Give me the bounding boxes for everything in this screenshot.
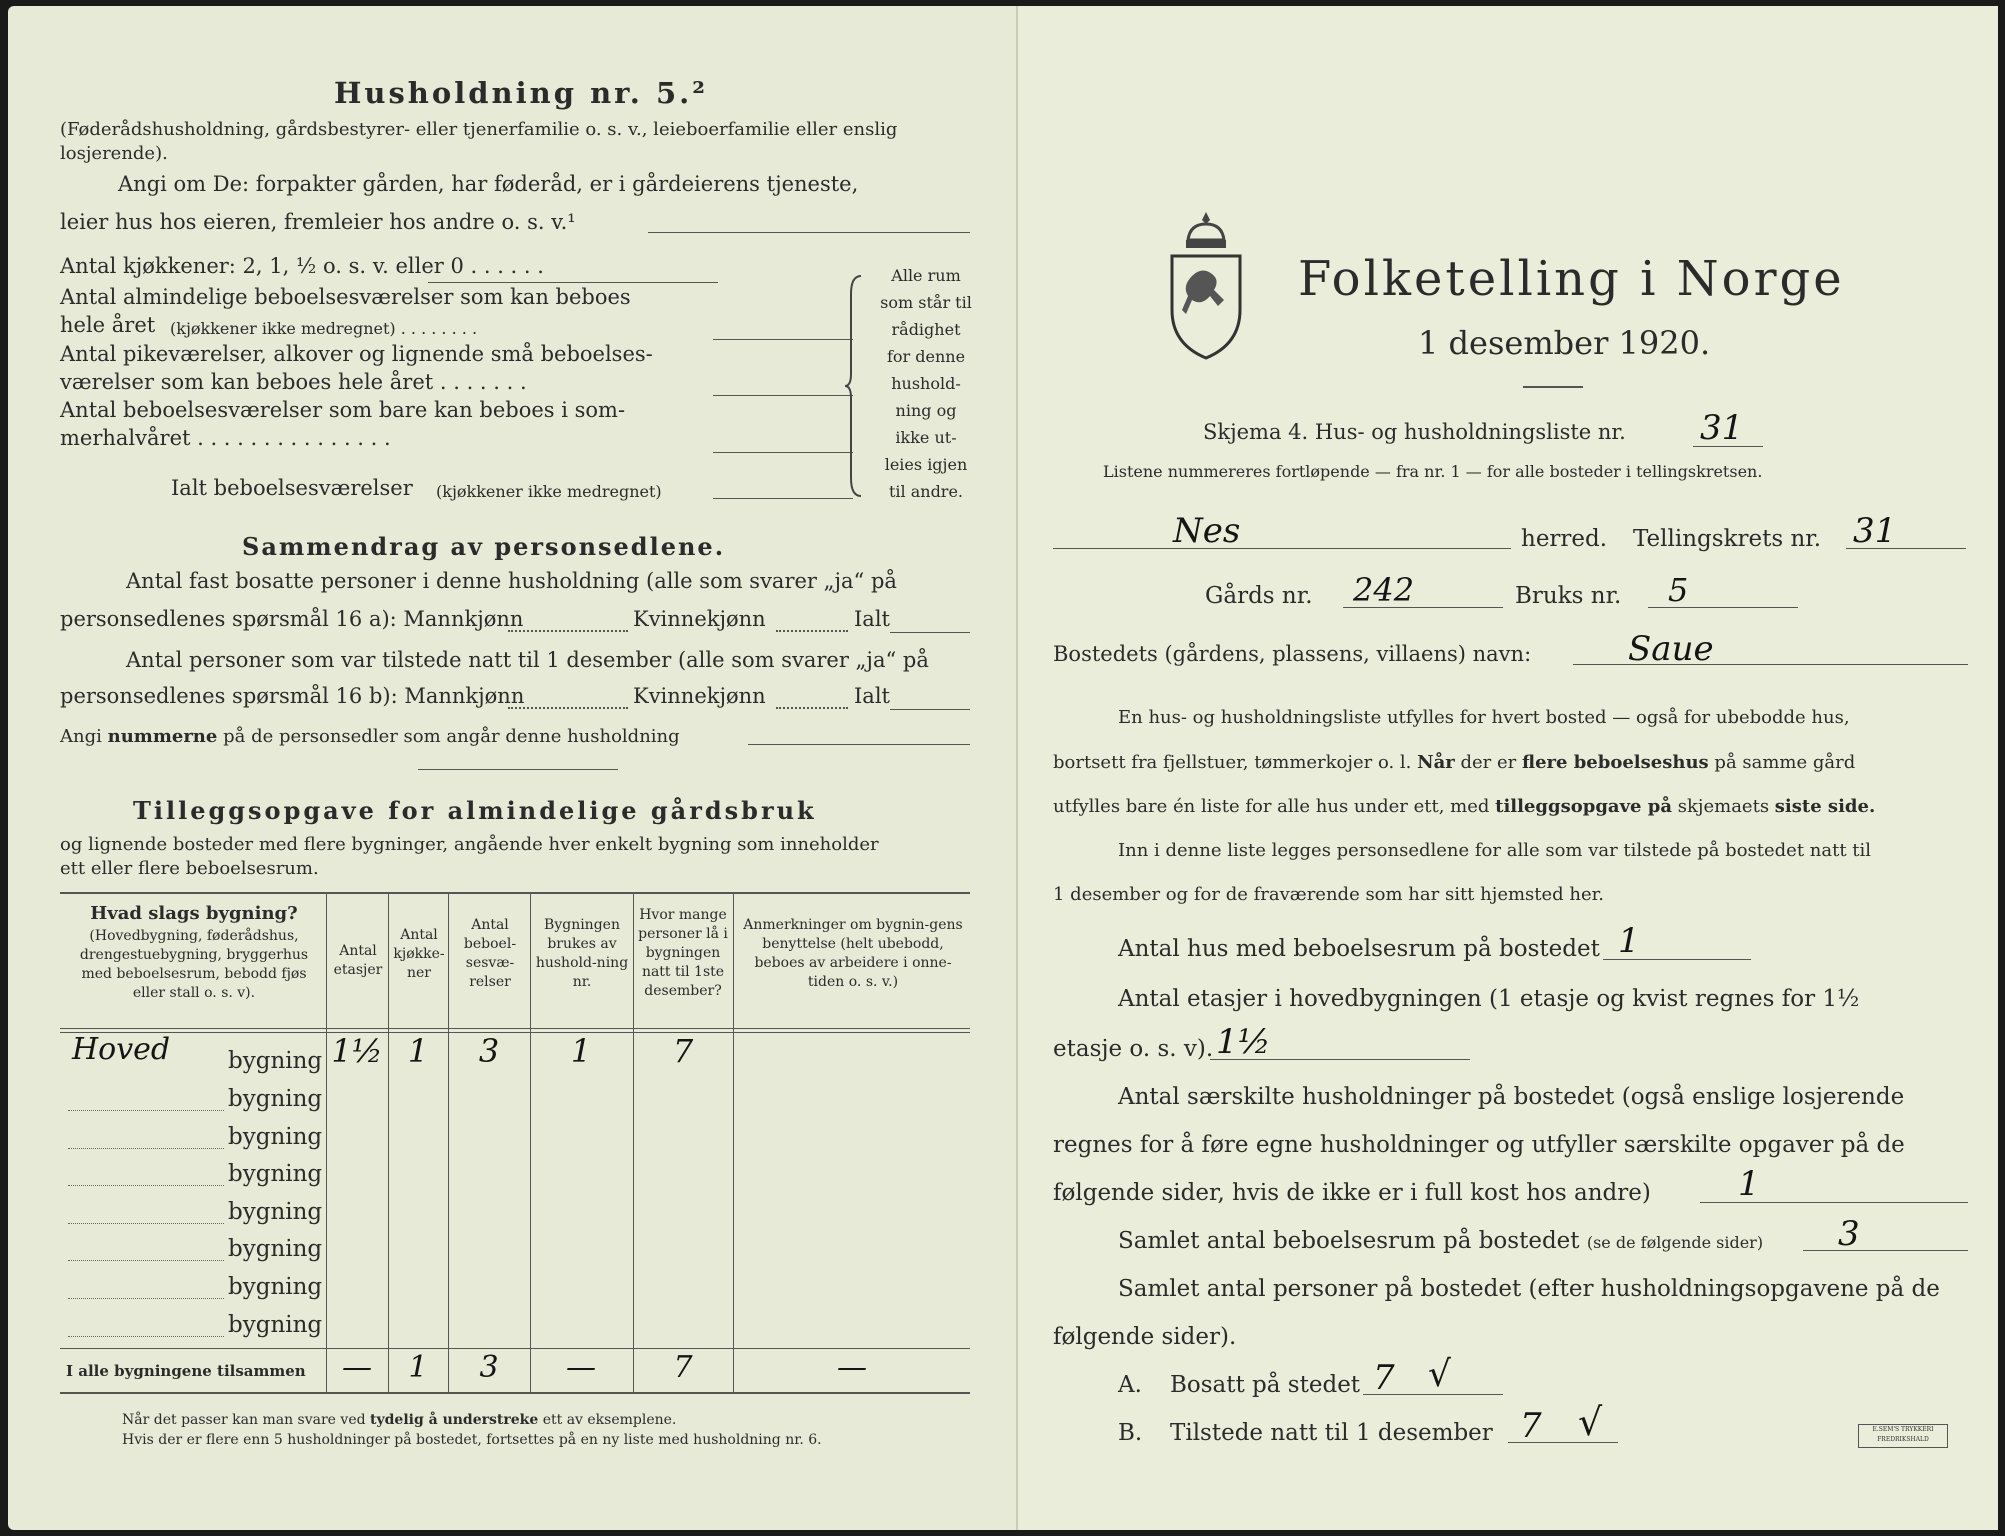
present-label: B. — [1118, 1420, 1143, 1446]
schema-label: Skjema 4. Hus- og husholdningsliste nr. — [1203, 420, 1626, 444]
numbers-line — [60, 726, 680, 747]
col-rule — [326, 894, 327, 1392]
scanned-document — [8, 6, 1998, 1530]
info-line-5: 1 desember og for de fraværende som har sitt hjemsted her. — [1053, 884, 1604, 905]
brace-note-line: til andre. — [888, 482, 964, 501]
total-household: — — [566, 1350, 596, 1385]
ordinary-rooms-label-1: Antal almindelige beboelsesværelser som kan beboes — [60, 285, 631, 309]
resident-label: A. — [1118, 1372, 1142, 1398]
table-body-rule — [60, 1348, 970, 1349]
farm-title: Tilleggsopgave for almindelige gårdsbruk — [133, 796, 817, 825]
fast-residents-line-2: personsedlenes spørsmål 16 a): Mannkjønn — [60, 607, 524, 631]
title-divider — [1523, 386, 1583, 388]
footnote-2: Hvis der er flere enn 5 husholdninger på bostedet, fortsettes på en ny liste med husholdning nr. 6. — [122, 1432, 822, 1448]
floors-question-1: Antal etasjer i hovedbygningen (1 etasje og kvist regnes for 1½ — [1118, 986, 1860, 1012]
brace-note-line: ikke ut- — [895, 428, 957, 447]
gards-value: 242 — [1353, 571, 1415, 609]
brace-note-line: for denne — [886, 347, 966, 366]
table-top-rule — [60, 892, 970, 894]
coat-of-arms-icon — [1166, 206, 1246, 362]
household-title: Husholdning nr. 5.² — [334, 76, 708, 110]
present-total-label: Ialt — [854, 684, 890, 708]
info-text: skjemaets — [1677, 796, 1770, 817]
col-rule — [448, 894, 449, 1392]
row-label: bygning — [228, 1086, 323, 1112]
rooms-question-note: (se de følgende sider) — [1586, 1233, 1764, 1252]
summer-rooms-answer-line — [713, 452, 853, 453]
numbers-text: på de personsedler som angår denne husholdning — [223, 726, 680, 747]
cell-persons: 7 — [672, 1032, 694, 1070]
fast-total-line — [890, 632, 970, 633]
brace-note-line: som står til — [880, 293, 972, 312]
col-rule — [733, 894, 734, 1392]
summary-title: Sammendrag av personsedlene. — [242, 532, 726, 561]
cell-household: 1 — [570, 1032, 592, 1070]
rooms-value: 3 — [1838, 1214, 1860, 1254]
census-date: 1 desember 1920. — [1418, 324, 1711, 362]
kitchens-answer-line — [428, 282, 718, 283]
schema-number: 31 — [1700, 408, 1744, 448]
numbers-text: Angi — [60, 726, 102, 747]
total-remarks: — — [837, 1350, 867, 1385]
printer-stamp: E.SEM'S TRYKKERI FREDRIKSHALD — [1858, 1424, 1948, 1448]
fast-male-line — [508, 630, 628, 632]
ordinary-rooms-note: (kjøkkener ikke medregnet) . . . . . . . . — [170, 319, 478, 338]
info-bold: tilleggsopgave på — [1495, 796, 1673, 817]
footnote-1 — [122, 1412, 676, 1428]
col-head-building-sub: (Hovedbygning, føderådshus, drengestuebygning, bryggerhus med beboelsesrum, bebodd fjøs eller stall o. s. v). — [79, 928, 309, 1001]
bruks-label: Bruks nr. — [1515, 583, 1622, 609]
fast-female-label: Kvinnekjønn — [633, 607, 766, 631]
bosted-value: Saue — [1628, 629, 1714, 669]
row-dots — [68, 1298, 224, 1299]
brace-mark — [843, 274, 867, 498]
intro-line-2: leier hus hos eieren, fremleier hos andre o. s. v.¹ — [60, 210, 576, 234]
persons-question-2: følgende sider). — [1053, 1324, 1237, 1350]
ordinary-rooms-label-2: hele året — [60, 313, 156, 337]
numbers-bold: nummerne — [107, 726, 218, 747]
info-line-3 — [1053, 796, 1875, 817]
total-kitchens: 1 — [408, 1350, 428, 1385]
bruks-answer-line — [1648, 607, 1798, 608]
info-text: utfylles bare én liste for alle hus under ett, med — [1053, 796, 1490, 817]
total-row-label: I alle bygningene tilsammen — [66, 1362, 306, 1380]
maid-rooms-label-2: værelser som kan beboes hele året . . . . . . . — [60, 370, 527, 394]
brace-note — [866, 262, 986, 505]
fast-residents-line-1: Antal fast bosatte personer i denne husholdning (alle som svarer „ja“ på — [126, 569, 897, 593]
herred-answer-line — [1053, 548, 1511, 549]
info-bold: flere beboelseshus — [1521, 752, 1709, 773]
table-bottom-rule — [60, 1392, 970, 1394]
brace-note-line: ning og — [895, 401, 957, 420]
gards-label: Gårds nr. — [1205, 583, 1313, 609]
footnote-text: Når det passer kan man svare ved — [122, 1412, 366, 1428]
col-head-building-title: Hvad slags bygning? — [90, 903, 298, 924]
herred-label: herred. — [1521, 526, 1608, 552]
row-dots — [68, 1260, 224, 1261]
fast-female-line — [776, 630, 848, 632]
households-answer-line — [1700, 1202, 1968, 1203]
col-rule — [388, 894, 389, 1392]
numbers-answer-line — [748, 744, 970, 745]
col-head-household: Bygningen brukes av hushold-ning nr. — [535, 917, 629, 990]
resident-text: Bosatt på stedet — [1170, 1372, 1361, 1398]
houses-answer-line — [1603, 959, 1751, 960]
row-label: bygning — [228, 1312, 323, 1338]
resident-value: 7 — [1373, 1358, 1395, 1398]
col-head-remarks: Anmerkninger om bygnin-gens benyttelse (helt ubebodd, beboes av arbeidere i onne-tiden o. s. v.) — [743, 917, 963, 990]
row-dots — [68, 1148, 224, 1149]
schema-note: Listene nummereres fortløpende — fra nr. 1 — for alle bosteder i tellingskretsen. — [1103, 462, 1763, 481]
floors-answer-line — [1210, 1059, 1470, 1060]
total-rooms-label: Ialt beboelsesværelser — [171, 476, 413, 500]
krets-value: 31 — [1853, 511, 1897, 551]
rooms-question-text: Samlet antal beboelsesrum på bostedet — [1118, 1228, 1580, 1254]
total-rooms-answer-line — [713, 498, 853, 499]
present-answer-line — [1508, 1442, 1618, 1443]
col-head-rooms: Antal beboel-sesvæ-relser — [463, 917, 517, 990]
houses-value: 1 — [1618, 921, 1640, 961]
houses-question: Antal hus med beboelsesrum på bostedet — [1118, 936, 1600, 962]
present-check-mark: √ — [1578, 1400, 1603, 1444]
left-page — [8, 6, 1018, 1530]
row-dots — [68, 1185, 224, 1186]
row-dots — [68, 1110, 224, 1111]
bosted-label: Bostedets (gårdens, plassens, villaens) navn: — [1053, 642, 1532, 666]
col-head-kitchens: Antal kjøkke-ner — [393, 927, 445, 981]
cell-kitchens: 1 — [407, 1032, 429, 1070]
present-total-line — [890, 709, 970, 710]
census-title: Folketelling i Norge — [1298, 251, 1845, 307]
total-rooms-note: (kjøkkener ikke medregnet) — [436, 482, 662, 501]
info-line-2 — [1053, 752, 1855, 773]
present-persons-line-1: Antal personer som var tilstede natt til 1 desember (alle som svarer „ja“ på — [126, 648, 929, 672]
households-question-3: følgende sider, hvis de ikke er i full kost hos andre) — [1053, 1180, 1651, 1206]
farm-desc-1: og lignende bosteder med flere bygninger, angående hver enkelt bygning som inneholder — [60, 834, 879, 855]
present-value: 7 — [1520, 1406, 1542, 1446]
brace-note-line: hushold- — [891, 374, 961, 393]
brace-note-line: leies igjen — [884, 455, 968, 474]
bosted-answer-line — [1573, 664, 1968, 665]
kitchens-label: Antal kjøkkener: 2, 1, ½ o. s. v. eller 0 . . . . . . — [60, 254, 544, 278]
total-floors: — — [342, 1350, 372, 1385]
households-question-1: Antal særskilte husholdninger på bostedet (også enslige losjerende — [1118, 1084, 1905, 1110]
row-dots — [68, 1223, 224, 1224]
info-bold: siste side. — [1774, 796, 1876, 817]
row-label: bygning — [228, 1161, 323, 1187]
krets-label: Tellingskrets nr. — [1633, 526, 1822, 552]
floors-value: 1½ — [1216, 1022, 1271, 1062]
present-male-line — [508, 707, 628, 709]
intro-answer-line — [648, 232, 970, 233]
ordinary-rooms-answer-line — [713, 339, 853, 340]
rooms-question — [1118, 1228, 1763, 1254]
col-rule — [633, 894, 634, 1392]
household-subtitle: (Føderådshusholdning, gårdsbestyrer- eller tjenerfamilie o. s. v., leieboerfamilie eller enslig losjerende). — [60, 119, 898, 164]
col-head-persons: Hvor mange personer lå i bygningen natt til 1ste desember? — [638, 907, 728, 999]
floors-question-2: etasje o. s. v). — [1053, 1036, 1214, 1062]
footnote-bold: tydelig å understreke — [370, 1412, 539, 1428]
col-rule — [530, 894, 531, 1392]
rooms-answer-line — [1803, 1250, 1968, 1251]
summer-rooms-label-1: Antal beboelsesværelser som bare kan beboes i som- — [60, 398, 626, 422]
row-label: bygning — [228, 1048, 323, 1074]
present-text: Tilstede natt til 1 desember — [1170, 1420, 1493, 1446]
schema-answer-line — [1693, 446, 1763, 447]
cell-floors: 1½ — [331, 1032, 383, 1070]
info-text: der er — [1460, 752, 1517, 773]
total-persons: 7 — [673, 1350, 693, 1385]
households-value: 1 — [1738, 1164, 1760, 1204]
krets-answer-line — [1846, 548, 1966, 549]
building-name: Hoved — [72, 1032, 171, 1067]
maid-rooms-label-1: Antal pikeværelser, alkover og lignende små beboelses- — [60, 342, 653, 366]
col-head-building — [64, 904, 324, 1003]
footnote-text: ett av eksemplene. — [542, 1412, 677, 1428]
brace-note-line: Alle rum — [891, 266, 961, 285]
present-persons-line-2: personsedlenes spørsmål 16 b): Mannkjønn — [60, 684, 525, 708]
cell-rooms: 3 — [478, 1032, 500, 1070]
brace-note-line: rådighet — [891, 320, 961, 339]
persons-question-1: Samlet antal personer på bostedet (efter husholdningsopgavene på de — [1118, 1276, 1940, 1302]
row-label: bygning — [228, 1274, 323, 1300]
intro-line-1: Angi om De: forpakter gården, har føderåd, er i gårdeierens tjeneste, — [118, 172, 859, 196]
resident-answer-line — [1363, 1394, 1503, 1395]
row-dots — [68, 1336, 224, 1337]
herred-value: Nes — [1173, 511, 1241, 551]
info-line-1: En hus- og husholdningsliste utfylles for hvert bosted — også for ubebodde hus, — [1118, 707, 1850, 728]
bruks-value: 5 — [1668, 571, 1689, 609]
row-label: bygning — [228, 1124, 323, 1150]
row-label: bygning — [228, 1199, 323, 1225]
summer-rooms-label-2: merhalvåret . . . . . . . . . . . . . . . — [60, 426, 391, 450]
households-question-2: regnes for å føre egne husholdninger og utfyller særskilte opgaver på de — [1053, 1132, 1905, 1158]
info-text: på samme gård — [1714, 752, 1856, 773]
info-text: bortsett fra fjellstuer, tømmerkojer o. l. — [1053, 752, 1412, 773]
row-label: bygning — [228, 1236, 323, 1262]
right-page — [1018, 6, 1998, 1530]
info-line-4: Inn i denne liste legges personsedlene for alle som var tilstede på bostedet natt til — [1118, 840, 1872, 861]
present-female-line — [776, 707, 848, 709]
farm-desc-2: ett eller flere beboelsesrum. — [60, 858, 319, 879]
col-head-floors: Antal etasjer — [333, 943, 383, 978]
gards-answer-line — [1343, 607, 1503, 608]
present-female-label: Kvinnekjønn — [633, 684, 766, 708]
resident-check-mark: √ — [1428, 1354, 1451, 1395]
fast-total-label: Ialt — [854, 607, 890, 631]
maid-rooms-answer-line — [713, 395, 853, 396]
section-divider — [418, 769, 618, 770]
table-header-rule — [60, 1028, 970, 1029]
info-bold: Når — [1417, 752, 1455, 773]
total-rooms: 3 — [479, 1350, 499, 1385]
